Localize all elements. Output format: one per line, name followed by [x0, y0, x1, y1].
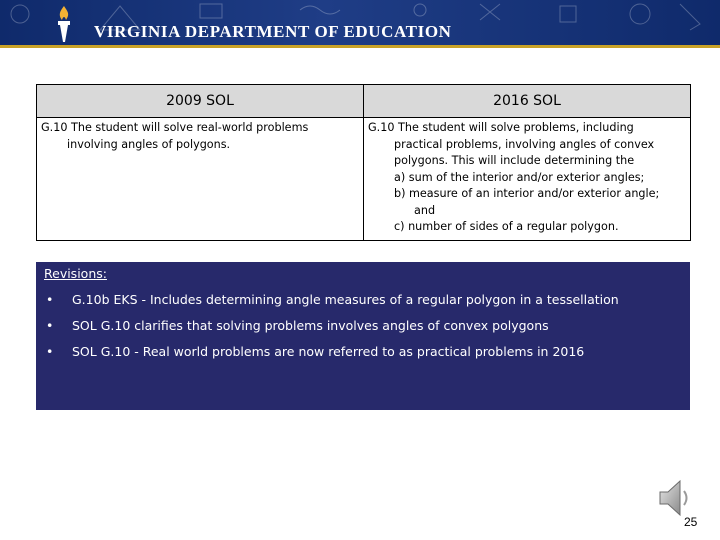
list-item [44, 291, 682, 308]
col2-header: 2016 SOL [364, 85, 691, 118]
sol-comparison-table [36, 84, 691, 241]
header-rule [0, 45, 720, 48]
header-title: VIRGINIA DEPARTMENT OF EDUCATION [94, 22, 452, 41]
col2-line: G.10 The student will solve problems, including [368, 121, 634, 134]
col2-line: practical problems, involving angles of convex [394, 137, 655, 151]
col2-line: and [414, 203, 436, 217]
col2-line: polygons. This will include determining the [394, 154, 635, 167]
col1-line: involving angles of polygons. [67, 137, 231, 151]
speaker-icon[interactable] [658, 478, 692, 518]
bullet: • [46, 344, 54, 359]
revision-text: SOL G.10 - Real world problems are now referred to as practical problems in 2016 [72, 344, 585, 359]
col2-line: b) measure of an interior and/or exterior angle; [394, 187, 660, 200]
revisions-box [36, 262, 690, 410]
list-item [44, 317, 682, 334]
page-number: 25 [684, 515, 698, 529]
col1-line: G.10 The student will solve real-world problems [41, 121, 309, 134]
revisions-heading: Revisions: [44, 266, 107, 281]
col2-cell [364, 118, 691, 241]
col1-header: 2009 SOL [37, 85, 364, 118]
list-item [44, 343, 682, 360]
revisions-list [44, 291, 682, 360]
col2-line: a) sum of the interior and/or exterior angles; [394, 170, 645, 184]
revision-text: SOL G.10 clarifies that solving problems involves angles of convex polygons [72, 318, 549, 333]
table-header-row [37, 85, 691, 118]
col2-line: c) number of sides of a regular polygon. [394, 220, 619, 233]
col1-cell [37, 118, 364, 241]
header-banner [0, 0, 720, 48]
table-row [37, 118, 691, 241]
bullet: • [46, 292, 54, 307]
torch-icon [52, 4, 76, 44]
bullet: • [46, 318, 54, 333]
revision-text: G.10b EKS - Includes determining angle measures of a regular polygon in a tessellation [72, 292, 619, 307]
